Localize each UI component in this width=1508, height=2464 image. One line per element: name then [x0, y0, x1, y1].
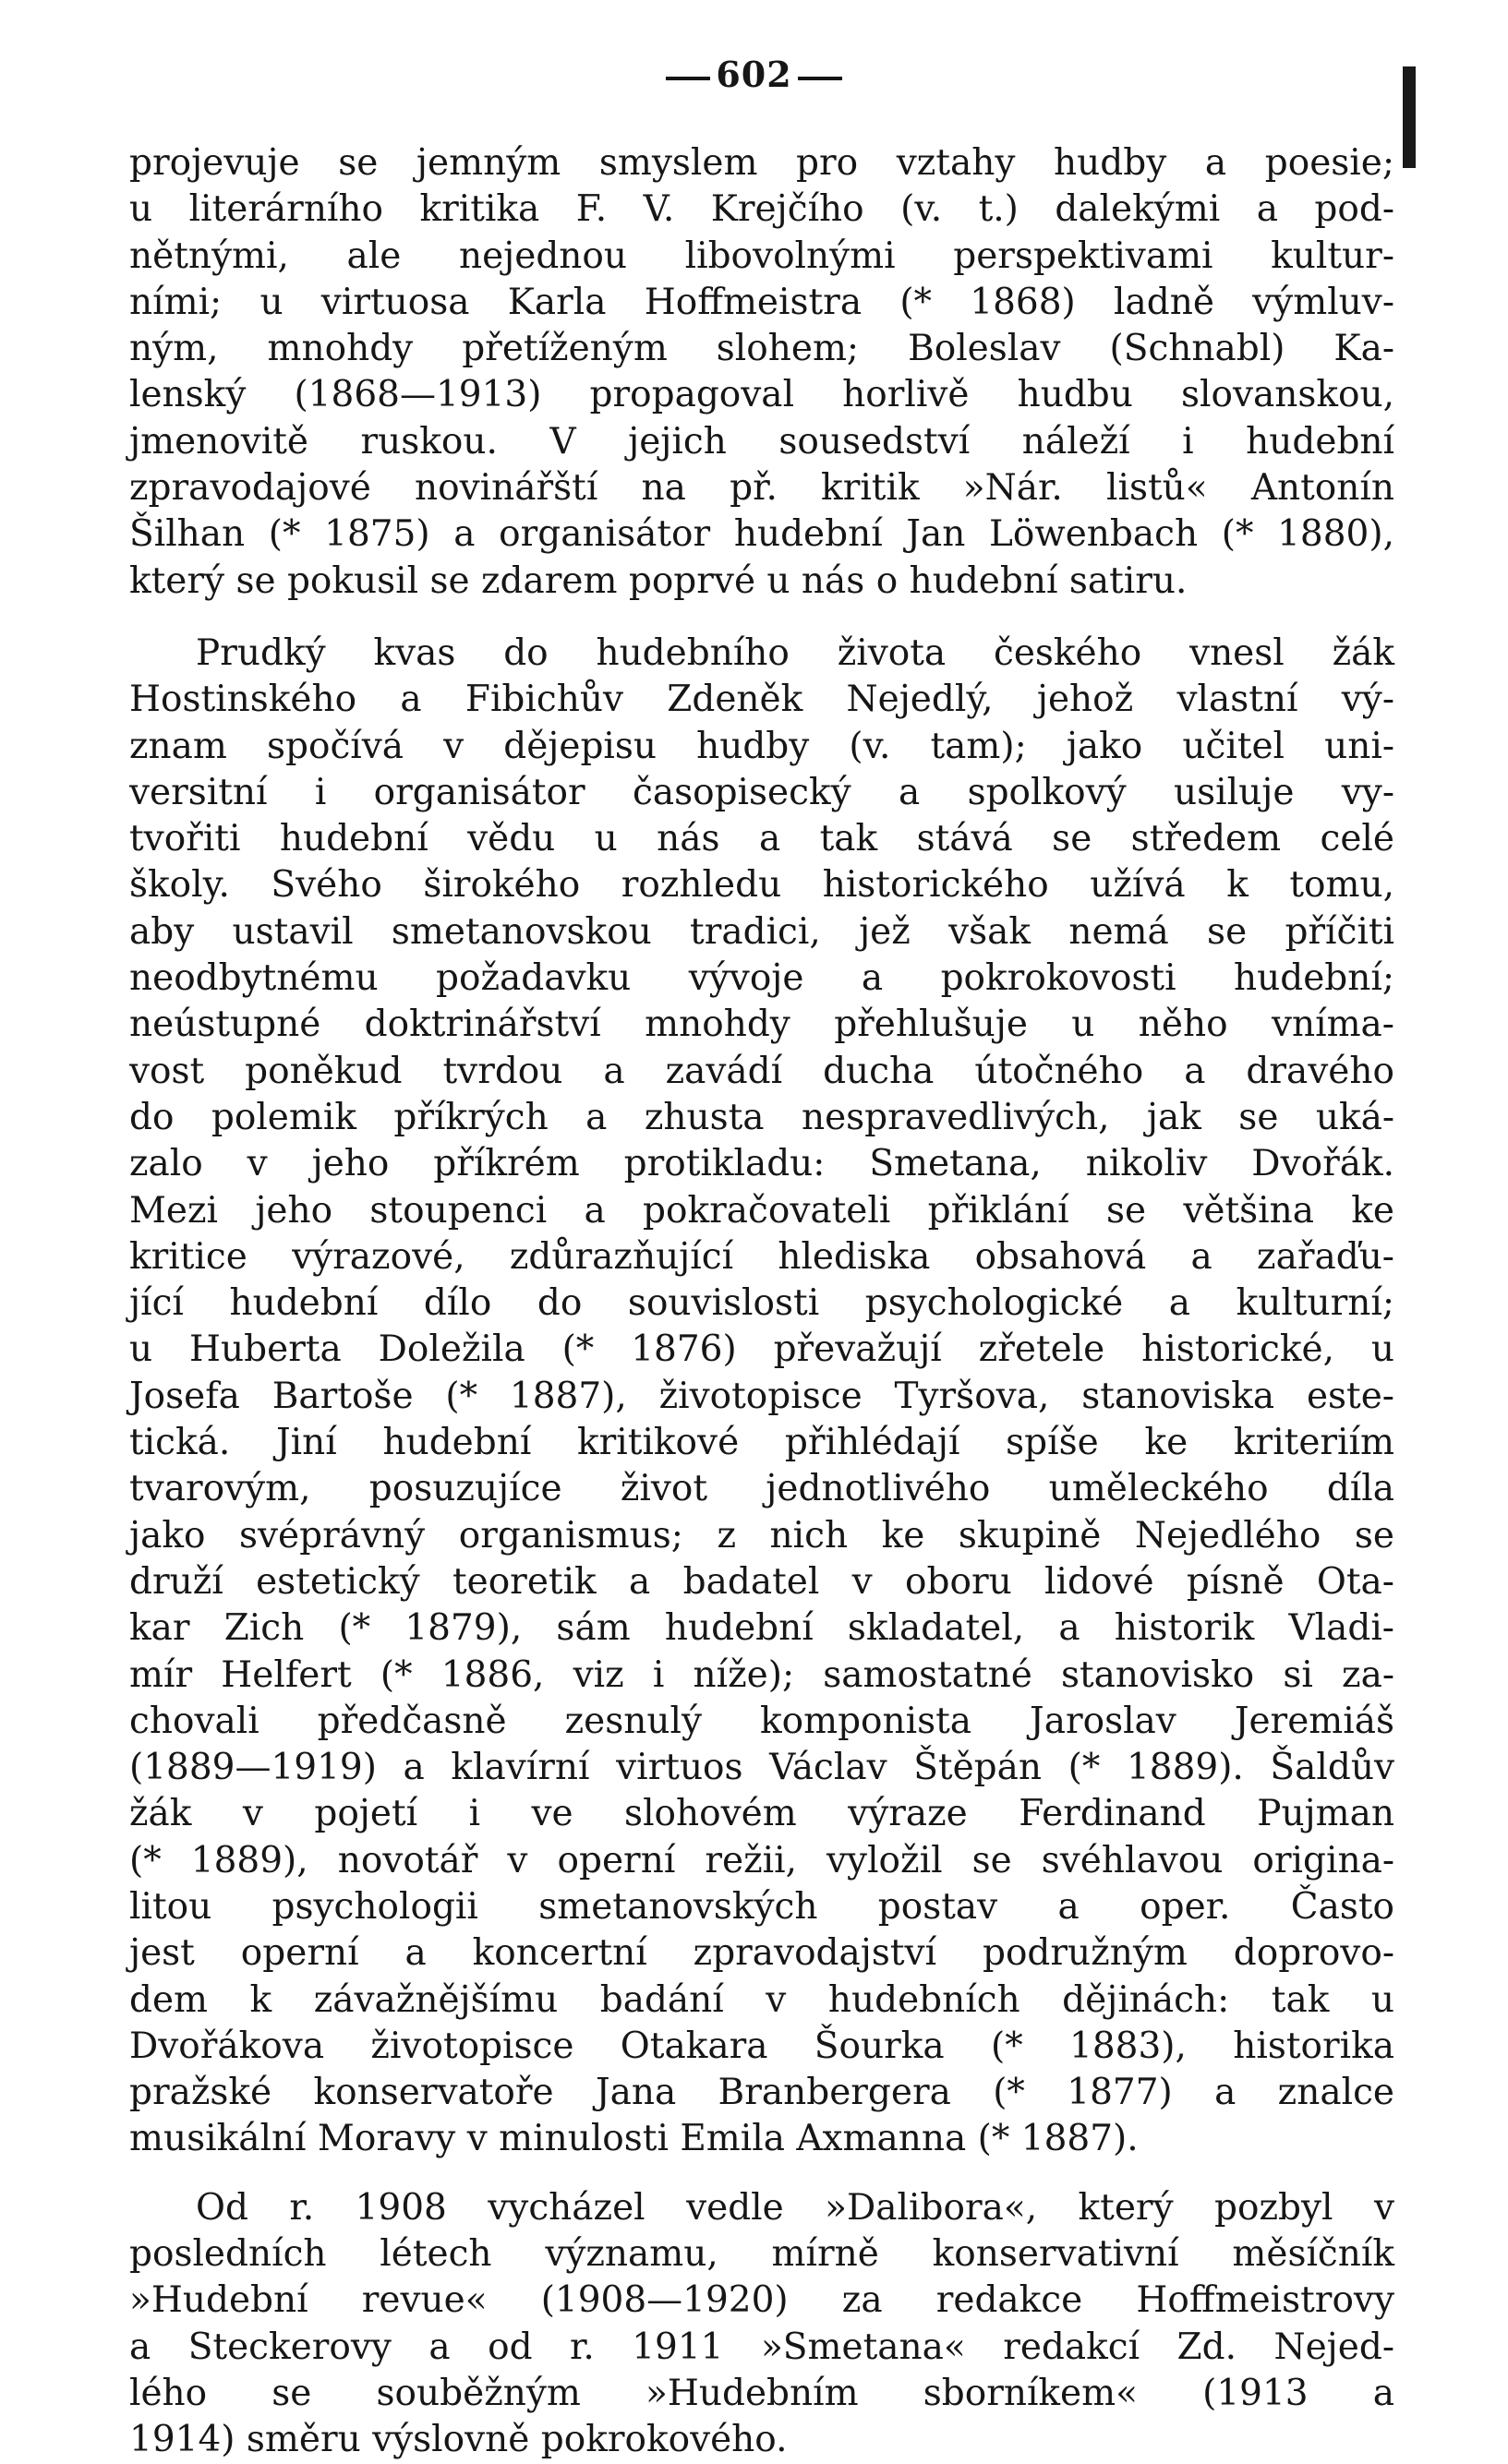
text-line: Prudký kvas do hudebního života českého vnesl žák: [196, 631, 1394, 674]
text-line: tvořiti hudební vědu u nás a tak stává se středem celé: [129, 818, 1394, 860]
text-line: Josefa Bartoše (* 1887), životopisce Tyršova, stanoviska este-: [129, 1375, 1394, 1417]
paragraph-3: [129, 2185, 1394, 2464]
text-line: »Hudební revue« (1908—1920) za redakce Hoffmeistrovy: [129, 2279, 1394, 2322]
text-line: jmenovitě ruskou. V jejich sousedství náleží i hudební: [129, 420, 1394, 463]
text-line: tvarovým, posuzujíce život jednotlivého uměleckého díla: [129, 1468, 1394, 1510]
text-line: u literárního kritika F. V. Krejčího (v. t.) dalekými a pod-: [129, 188, 1394, 231]
page-edge-mark: [1403, 66, 1416, 168]
text-line: litou psychologii smetanovských postav a oper. Často: [129, 1885, 1394, 1928]
text-line: vost poněkud tvrdou a zavádí ducha útočného a dravého: [129, 1050, 1394, 1092]
text-line: tická. Jiní hudební kritikové přihlédají spíše ke kriteriím: [129, 1422, 1394, 1464]
text-line: lého se souběžným »Hudebním sborníkem« (1913 a: [129, 2372, 1394, 2414]
text-line: Šilhan (* 1875) a organisátor hudební Jan Löwenbach (* 1880),: [129, 513, 1394, 556]
page-number-text: 602: [716, 54, 792, 95]
text-line: mír Helfert (* 1886, viz i níže); samostatné stanovisko si za-: [129, 1653, 1394, 1696]
text-line: pražské konservatoře Jana Branbergera (* 1877) a znalce: [129, 2072, 1394, 2114]
text-line: zalo v jeho příkrém protikladu: Smetana, nikoliv Dvořák.: [129, 1143, 1394, 1185]
paragraph-2: [129, 631, 1394, 2163]
text-line: jící hudební dílo do souvislosti psychologické a kulturní;: [129, 1282, 1394, 1325]
text-line: u Huberta Doležila (* 1876) převažují zřetele historické, u: [129, 1328, 1394, 1371]
text-line: školy. Svého širokého rozhledu historického užívá k tomu,: [129, 864, 1394, 907]
text-line: jako svéprávný organismus; z nich ke skupině Nejedlého se: [129, 1514, 1394, 1557]
page-number: [0, 54, 1508, 95]
text-line: projevuje se jemným smyslem pro vztahy hudby a poesie;: [129, 142, 1394, 184]
text-line: kritice výrazové, zdůrazňující hlediska obsahová a zařaďu-: [129, 1235, 1394, 1278]
paragraph-1: [129, 140, 1394, 605]
text-line: ními; u virtuosa Karla Hoffmeistra (* 1868) ladně výmluv-: [129, 281, 1394, 323]
text-line: druží estetický teoretik a badatel v oboru lidové písně Ota-: [129, 1560, 1394, 1603]
text-line: který se pokusil se zdarem poprvé u nás o hudební satiru.: [129, 559, 1188, 602]
page-number-dash-right: [798, 77, 842, 80]
text-line: lenský (1868—1913) propagoval horlivě hudbu slovanskou,: [129, 374, 1394, 416]
text-line: (1889—1919) a klavírní virtuos Václav Štěpán (* 1889). Šaldův: [129, 1747, 1394, 1789]
text-line: a Steckerovy a od r. 1911 »Smetana« redakcí Zd. Nejed-: [129, 2326, 1394, 2368]
text-line: neodbytnému požadavku vývoje a pokrokovosti hudební;: [129, 957, 1394, 1000]
text-line: chovali předčasně zesnulý komponista Jaroslav Jeremiáš: [129, 1700, 1394, 1742]
text-line: Hostinského a Fibichův Zdeněk Nejedlý, jehož vlastní vý-: [129, 679, 1394, 721]
text-line: versitní i organisátor časopisecký a spolkový usiluje vy-: [129, 771, 1394, 813]
text-line: musikální Moravy v minulosti Emila Axmanna (* 1887).: [129, 2118, 1139, 2160]
page-number-dash-left: [666, 77, 710, 80]
text-line: jest operní a koncertní zpravodajství podružným doprovo-: [129, 1932, 1394, 1975]
text-line: posledních létech významu, mírně konservativní měsíčník: [129, 2233, 1394, 2276]
text-line: 1914) směru výslovně pokrokového.: [129, 2419, 788, 2461]
text-line: Mezi jeho stoupenci a pokračovateli přiklání se většina ke: [129, 1189, 1394, 1232]
text-line: Dvořákova životopisce Otakara Šourka (* 1883), historika: [129, 2025, 1394, 2067]
text-line: ným, mnohdy přetíženým slohem; Boleslav (Schnabl) Ka-: [129, 328, 1394, 370]
text-line: aby ustavil smetanovskou tradici, jež však nemá se příčiti: [129, 910, 1394, 953]
paragraph-gap: [129, 2163, 1394, 2185]
text-column: [129, 140, 1394, 2464]
text-line: nětnými, ale nejednou libovolnými perspektivami kultur-: [129, 234, 1394, 277]
text-line: Od r. 1908 vycházel vedle »Dalibora«, který pozbyl v: [196, 2186, 1394, 2229]
text-line: znam spočívá v dějepisu hudby (v. tam); jako učitel uni-: [129, 725, 1394, 767]
text-line: (* 1889), novotář v operní režii, vyložil se svéhlavou origina-: [129, 1839, 1394, 1881]
text-line: do polemik příkrých a zhusta nespravedlivých, jak se uká-: [129, 1096, 1394, 1138]
text-line: kar Zich (* 1879), sám hudební skladatel, a historik Vladi-: [129, 1607, 1394, 1650]
text-line: dem k závažnějšímu badání v hudebních dějinách: tak u: [129, 1978, 1394, 2021]
text-line: žák v pojetí i ve slohovém výraze Ferdinand Pujman: [129, 1793, 1394, 1835]
text-line: zpravodajové novinářští na př. kritik »Nár. listů« Antonín: [129, 467, 1394, 510]
text-line: neústupné doktrinářství mnohdy přehlušuje u něho vníma-: [129, 1004, 1394, 1046]
paragraph-gap: [129, 605, 1394, 631]
